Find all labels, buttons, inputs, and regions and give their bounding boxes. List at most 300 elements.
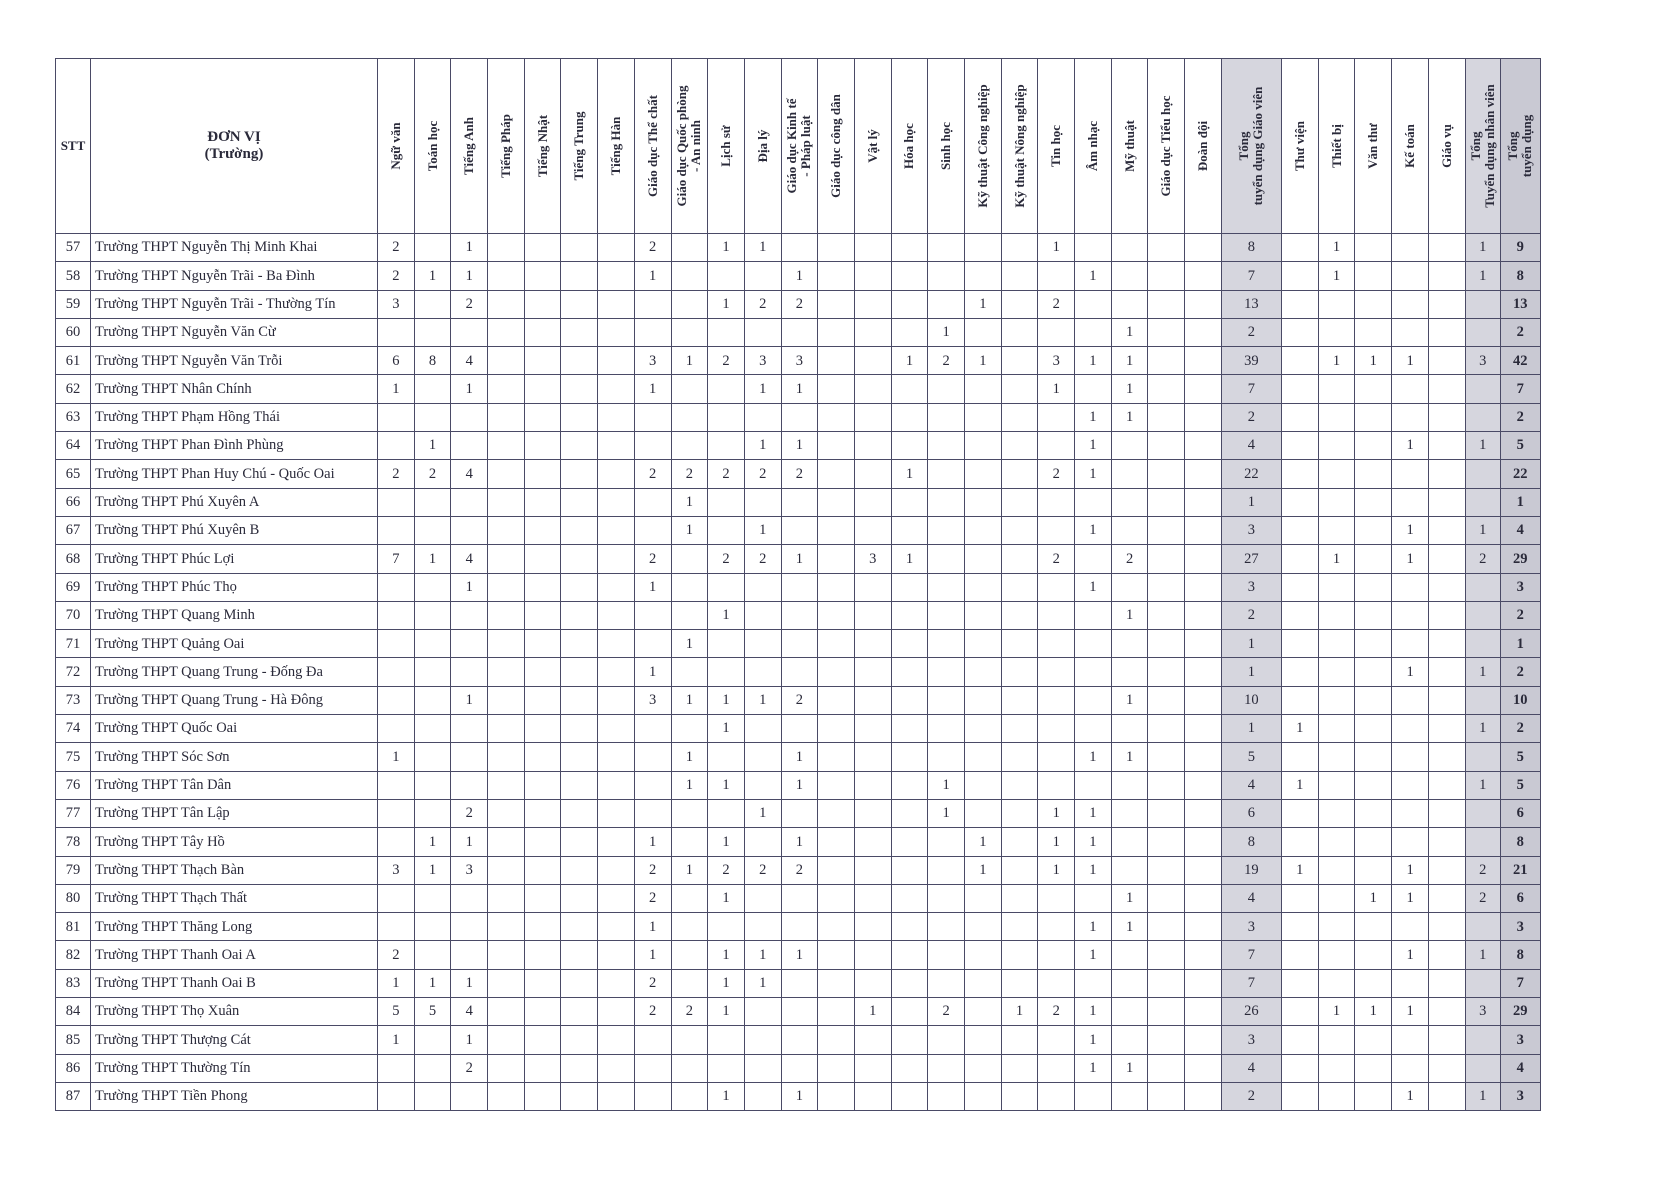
header-subject: [965, 59, 1002, 234]
subject-count: [378, 686, 415, 714]
subject-count: [891, 516, 928, 544]
row-stt: 75: [56, 743, 91, 771]
staff-count: [1429, 545, 1466, 573]
staff-count: [1355, 1082, 1392, 1110]
subject-count: 1: [451, 375, 488, 403]
subject-count: [524, 856, 561, 884]
teacher-total: 2: [1221, 1082, 1281, 1110]
staff-count: [1355, 403, 1392, 431]
subject-count: [1001, 828, 1038, 856]
subject-count: [598, 799, 635, 827]
subject-count: [488, 686, 525, 714]
subject-count: [1001, 715, 1038, 743]
subject-count: [561, 347, 598, 375]
teacher-total: 3: [1221, 1026, 1281, 1054]
header-subject-label: Kỹ thuật Công nghiệp: [974, 84, 990, 208]
row-unit-name: Trường THPT Thượng Cát: [91, 1026, 378, 1054]
row-stt: 73: [56, 686, 91, 714]
table-row: [56, 941, 1541, 969]
staff-count: [1355, 460, 1392, 488]
subject-count: [854, 743, 891, 771]
staff-count: [1318, 856, 1355, 884]
header-subject-label: Vật lý: [864, 129, 880, 163]
subject-count: [524, 318, 561, 346]
row-stt: 74: [56, 715, 91, 743]
subject-count: [561, 545, 598, 573]
subject-count: [1038, 969, 1075, 997]
subject-count: [781, 630, 818, 658]
subject-count: [1001, 913, 1038, 941]
table-row: [56, 1082, 1541, 1110]
header-subject-label: Tiếng Hàn: [607, 116, 623, 176]
subject-count: [891, 432, 928, 460]
header-stt-label: STT: [60, 138, 86, 153]
subject-count: [1111, 516, 1148, 544]
header-grand-total: [1500, 59, 1540, 234]
staff-count: [1318, 941, 1355, 969]
subject-count: [891, 941, 928, 969]
staff-count: 1: [1392, 856, 1429, 884]
grand-total: 6: [1500, 799, 1540, 827]
subject-count: [891, 686, 928, 714]
subject-count: 1: [1111, 375, 1148, 403]
subject-count: [928, 743, 965, 771]
subject-count: [818, 290, 855, 318]
subject-count: 1: [634, 941, 671, 969]
subject-count: 8: [414, 347, 451, 375]
subject-count: 1: [414, 856, 451, 884]
subject-count: [744, 715, 781, 743]
staff-count: [1355, 856, 1392, 884]
header-row: [56, 59, 1541, 234]
subject-count: [928, 262, 965, 290]
subject-count: [854, 460, 891, 488]
subject-count: [818, 516, 855, 544]
subject-count: [928, 545, 965, 573]
staff-count: [1281, 432, 1318, 460]
row-unit-name: Trường THPT Sóc Sơn: [91, 743, 378, 771]
subject-count: 2: [451, 1054, 488, 1082]
subject-count: [634, 1082, 671, 1110]
subject-count: [854, 403, 891, 431]
staff-total: [1465, 686, 1500, 714]
subject-count: [634, 601, 671, 629]
subject-count: [1075, 658, 1112, 686]
staff-count: [1429, 347, 1466, 375]
grand-total: 9: [1500, 234, 1540, 262]
subject-count: [708, 743, 745, 771]
subject-count: [524, 262, 561, 290]
subject-count: [378, 516, 415, 544]
subject-count: [1148, 573, 1185, 601]
subject-count: [891, 403, 928, 431]
subject-count: [671, 658, 708, 686]
teacher-total: 2: [1221, 601, 1281, 629]
staff-count: [1318, 318, 1355, 346]
subject-count: [818, 658, 855, 686]
subject-count: [1001, 262, 1038, 290]
subject-count: [1075, 545, 1112, 573]
subject-count: [1148, 799, 1185, 827]
header-staff: [1318, 59, 1355, 234]
table-row: [56, 686, 1541, 714]
row-stt: 63: [56, 403, 91, 431]
subject-count: [1185, 743, 1222, 771]
staff-count: [1355, 234, 1392, 262]
subject-count: [634, 743, 671, 771]
subject-count: [781, 658, 818, 686]
staff-count: [1355, 941, 1392, 969]
header-subject-label: Địa lý: [754, 129, 770, 163]
subject-count: [928, 1082, 965, 1110]
subject-count: [1001, 601, 1038, 629]
subject-count: [488, 573, 525, 601]
staff-count: 1: [1355, 884, 1392, 912]
row-stt: 71: [56, 630, 91, 658]
subject-count: [378, 715, 415, 743]
header-teacher-total-label: Tổng tuyển dụng Giáo viên: [1236, 86, 1266, 206]
subject-count: [1001, 488, 1038, 516]
subject-count: [1148, 516, 1185, 544]
staff-count: [1392, 573, 1429, 601]
staff-count: [1281, 941, 1318, 969]
subject-count: [744, 403, 781, 431]
subject-count: 1: [708, 715, 745, 743]
subject-count: [524, 630, 561, 658]
header-subject: [781, 59, 818, 234]
staff-count: [1281, 347, 1318, 375]
staff-count: 1: [1318, 262, 1355, 290]
subject-count: [1148, 630, 1185, 658]
subject-count: [1111, 432, 1148, 460]
subject-count: 2: [634, 234, 671, 262]
subject-count: 2: [744, 460, 781, 488]
subject-count: 2: [1038, 460, 1075, 488]
subject-count: 1: [744, 432, 781, 460]
subject-count: [378, 799, 415, 827]
subject-count: 4: [451, 998, 488, 1026]
staff-count: [1429, 516, 1466, 544]
subject-count: 1: [414, 432, 451, 460]
header-subject: [1148, 59, 1185, 234]
subject-count: [818, 686, 855, 714]
subject-count: [854, 941, 891, 969]
staff-count: [1429, 1026, 1466, 1054]
subject-count: [488, 403, 525, 431]
subject-count: 1: [1111, 686, 1148, 714]
subject-count: [671, 403, 708, 431]
header-staff: [1355, 59, 1392, 234]
subject-count: [1001, 969, 1038, 997]
subject-count: [1038, 941, 1075, 969]
subject-count: [1185, 573, 1222, 601]
subject-count: [965, 884, 1002, 912]
subject-count: [524, 290, 561, 318]
row-unit-name: Trường THPT Phan Đình Phùng: [91, 432, 378, 460]
subject-count: [414, 941, 451, 969]
teacher-total: 1: [1221, 630, 1281, 658]
subject-count: [414, 516, 451, 544]
subject-count: [561, 403, 598, 431]
subject-count: [598, 941, 635, 969]
header-grand-total-label: Tổng tuyển dụng: [1505, 114, 1535, 178]
subject-count: [524, 545, 561, 573]
subject-count: [634, 799, 671, 827]
staff-count: [1392, 375, 1429, 403]
staff-count: [1318, 630, 1355, 658]
staff-count: [1318, 913, 1355, 941]
staff-count: [1318, 686, 1355, 714]
row-unit-name: Trường THPT Thọ Xuân: [91, 998, 378, 1026]
subject-count: [744, 998, 781, 1026]
subject-count: [524, 686, 561, 714]
staff-count: [1392, 601, 1429, 629]
subject-count: [854, 516, 891, 544]
subject-count: [708, 1054, 745, 1082]
staff-count: 1: [1392, 516, 1429, 544]
subject-count: [524, 658, 561, 686]
table-row: [56, 630, 1541, 658]
subject-count: [891, 884, 928, 912]
subject-count: [598, 1082, 635, 1110]
subject-count: [781, 234, 818, 262]
subject-count: [561, 771, 598, 799]
row-unit-name: Trường THPT Phú Xuyên B: [91, 516, 378, 544]
teacher-total: 8: [1221, 234, 1281, 262]
header-subject: [598, 59, 635, 234]
subject-count: 2: [414, 460, 451, 488]
header-subject: [451, 59, 488, 234]
subject-count: [1038, 432, 1075, 460]
table-row: [56, 601, 1541, 629]
subject-count: [965, 403, 1002, 431]
subject-count: 1: [781, 941, 818, 969]
subject-count: [891, 715, 928, 743]
row-stt: 67: [56, 516, 91, 544]
subject-count: [561, 1082, 598, 1110]
staff-total: 2: [1465, 545, 1500, 573]
subject-count: [451, 318, 488, 346]
staff-count: 1: [1281, 715, 1318, 743]
row-stt: 70: [56, 601, 91, 629]
grand-total: 2: [1500, 403, 1540, 431]
subject-count: 2: [744, 545, 781, 573]
staff-count: 1: [1318, 545, 1355, 573]
staff-count: [1318, 432, 1355, 460]
subject-count: [524, 432, 561, 460]
staff-count: [1429, 998, 1466, 1026]
subject-count: [891, 1026, 928, 1054]
subject-count: [524, 488, 561, 516]
subject-count: 2: [781, 460, 818, 488]
subject-count: [1038, 771, 1075, 799]
header-staff: [1392, 59, 1429, 234]
subject-count: [524, 998, 561, 1026]
table-row: [56, 1054, 1541, 1082]
subject-count: [1111, 1026, 1148, 1054]
grand-total: 29: [1500, 545, 1540, 573]
subject-count: [451, 771, 488, 799]
table-row: [56, 488, 1541, 516]
staff-total: [1465, 969, 1500, 997]
subject-count: [1185, 1082, 1222, 1110]
grand-total: 3: [1500, 913, 1540, 941]
subject-count: [1111, 941, 1148, 969]
subject-count: [1001, 686, 1038, 714]
subject-count: 1: [708, 686, 745, 714]
subject-count: [488, 856, 525, 884]
subject-count: 1: [708, 771, 745, 799]
staff-count: [1429, 1082, 1466, 1110]
row-stt: 87: [56, 1082, 91, 1110]
subject-count: 1: [1111, 601, 1148, 629]
subject-count: 2: [451, 799, 488, 827]
subject-count: 1: [451, 686, 488, 714]
subject-count: [488, 630, 525, 658]
subject-count: [891, 1082, 928, 1110]
subject-count: [781, 516, 818, 544]
teacher-total: 26: [1221, 998, 1281, 1026]
subject-count: 2: [634, 460, 671, 488]
staff-count: [1281, 630, 1318, 658]
subject-count: [1185, 1054, 1222, 1082]
subject-count: 1: [708, 969, 745, 997]
subject-count: 1: [634, 913, 671, 941]
staff-count: [1281, 573, 1318, 601]
subject-count: [561, 318, 598, 346]
subject-count: [1148, 1026, 1185, 1054]
subject-count: [524, 799, 561, 827]
subject-count: [1038, 601, 1075, 629]
row-unit-name: Trường THPT Nguyễn Văn Cừ: [91, 318, 378, 346]
header-staff-label: Văn thư: [1365, 123, 1381, 169]
subject-count: 2: [634, 884, 671, 912]
subject-count: [708, 375, 745, 403]
teacher-total: 1: [1221, 488, 1281, 516]
subject-count: [965, 234, 1002, 262]
subject-count: 1: [1111, 1054, 1148, 1082]
subject-count: [1001, 347, 1038, 375]
header-subject: [854, 59, 891, 234]
subject-count: [1111, 290, 1148, 318]
staff-total: 1: [1465, 234, 1500, 262]
staff-count: [1429, 884, 1466, 912]
staff-count: [1281, 318, 1318, 346]
staff-count: [1281, 516, 1318, 544]
subject-count: [671, 1054, 708, 1082]
subject-count: [1185, 913, 1222, 941]
subject-count: [378, 488, 415, 516]
subject-count: [524, 743, 561, 771]
staff-count: [1355, 516, 1392, 544]
staff-count: [1355, 1054, 1392, 1082]
subject-count: [1001, 743, 1038, 771]
subject-count: 1: [928, 771, 965, 799]
row-unit-name: Trường THPT Thanh Oai A: [91, 941, 378, 969]
subject-count: [708, 262, 745, 290]
subject-count: [965, 375, 1002, 403]
subject-count: [854, 375, 891, 403]
grand-total: 5: [1500, 771, 1540, 799]
subject-count: 1: [1075, 573, 1112, 601]
teacher-total: 7: [1221, 262, 1281, 290]
subject-count: [671, 375, 708, 403]
subject-count: 1: [708, 828, 745, 856]
subject-count: [414, 658, 451, 686]
row-unit-name: Trường THPT Phan Huy Chú - Quốc Oai: [91, 460, 378, 488]
subject-count: [708, 573, 745, 601]
staff-count: [1281, 545, 1318, 573]
row-stt: 77: [56, 799, 91, 827]
subject-count: 2: [744, 290, 781, 318]
staff-count: [1429, 573, 1466, 601]
staff-count: 1: [1392, 432, 1429, 460]
subject-count: [488, 1054, 525, 1082]
subject-count: 1: [781, 771, 818, 799]
subject-count: [1185, 545, 1222, 573]
subject-count: [854, 1026, 891, 1054]
subject-count: [451, 516, 488, 544]
row-stt: 65: [56, 460, 91, 488]
subject-count: [1148, 545, 1185, 573]
subject-count: [744, 828, 781, 856]
teacher-total: 1: [1221, 658, 1281, 686]
table-body: [56, 234, 1541, 1111]
subject-count: [1185, 347, 1222, 375]
staff-total: 1: [1465, 715, 1500, 743]
subject-count: [524, 347, 561, 375]
subject-count: [1001, 375, 1038, 403]
header-subject: [671, 59, 708, 234]
subject-count: [854, 290, 891, 318]
table-row: [56, 234, 1541, 262]
subject-count: [781, 1026, 818, 1054]
subject-count: [891, 318, 928, 346]
subject-count: 3: [634, 347, 671, 375]
subject-count: [561, 262, 598, 290]
teacher-total: 22: [1221, 460, 1281, 488]
subject-count: [524, 1054, 561, 1082]
staff-total: [1465, 318, 1500, 346]
staff-count: [1281, 1082, 1318, 1110]
staff-count: [1355, 318, 1392, 346]
row-unit-name: Trường THPT Phạm Hồng Thái: [91, 403, 378, 431]
grand-total: 2: [1500, 601, 1540, 629]
staff-count: [1429, 234, 1466, 262]
header-subject-label: Lịch sử: [718, 125, 734, 167]
table-row: [56, 884, 1541, 912]
subject-count: [598, 715, 635, 743]
grand-total: 10: [1500, 686, 1540, 714]
subject-count: [451, 941, 488, 969]
grand-total: 3: [1500, 573, 1540, 601]
subject-count: [378, 630, 415, 658]
subject-count: [1075, 1082, 1112, 1110]
subject-count: [598, 432, 635, 460]
subject-count: [818, 460, 855, 488]
staff-count: [1392, 715, 1429, 743]
row-unit-name: Trường THPT Tân Lập: [91, 799, 378, 827]
subject-count: [891, 856, 928, 884]
subject-count: [1038, 743, 1075, 771]
subject-count: [414, 771, 451, 799]
header-subject: [708, 59, 745, 234]
subject-count: 3: [1038, 347, 1075, 375]
staff-count: [1318, 969, 1355, 997]
grand-total: 29: [1500, 998, 1540, 1026]
subject-count: [781, 884, 818, 912]
subject-count: [854, 488, 891, 516]
